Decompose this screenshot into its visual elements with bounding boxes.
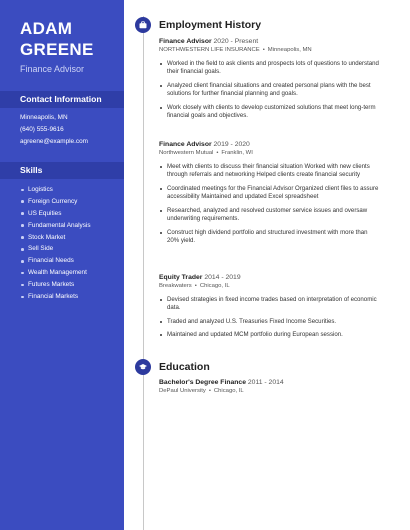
skill-item: Financial Markets	[20, 291, 91, 303]
bullet-item: Traded and analyzed U.S. Treasuries Fixed Income Securities.	[159, 318, 379, 327]
job-role: Equity Trader	[159, 274, 203, 281]
job-location: Franklin, WI	[221, 149, 253, 156]
briefcase-icon	[135, 17, 151, 33]
bullet-item: Meet with clients to discuss their financial situation Worked with new clients through referrals and networking Helped clients create financial security	[159, 163, 379, 180]
job-dates: 2020 - Present	[213, 38, 259, 45]
bullet-item: Maintained and updated MCM portfolio during European session.	[159, 331, 379, 340]
skill-item: Stock Market	[20, 232, 91, 244]
job-role: Finance Advisor	[159, 38, 212, 45]
contact-location: Minneapolis, MN	[20, 114, 68, 121]
job-bullets	[159, 60, 379, 121]
skill-item: Sell Side	[20, 243, 91, 255]
bullet-item: Work closely with clients to develop customized solutions that meet long-term financial goals and objectives.	[159, 104, 379, 121]
separator-dot: •	[208, 387, 211, 394]
job-dates: 2019 - 2020	[213, 141, 250, 148]
skill-item: Fundamental Analysis	[20, 220, 91, 232]
skill-item: Futures Markets	[20, 279, 91, 291]
separator-dot: •	[216, 149, 219, 156]
school-location: Chicago, IL	[213, 387, 244, 394]
job-location: Minneapolis, MN	[267, 46, 312, 53]
job-bullets	[159, 163, 379, 246]
job-role: Finance Advisor	[159, 141, 212, 148]
job-entry	[159, 38, 379, 126]
bullet-item: Devised strategies in fixed income trades based on interpretation of economic data.	[159, 296, 379, 313]
skills-list	[20, 184, 91, 303]
education-entry	[159, 379, 379, 394]
job-company: NORTHWESTERN LIFE INSURANCE	[159, 46, 260, 53]
contact-email: agreene@example.com	[20, 138, 88, 145]
education-dates: 2011 - 2014	[247, 379, 284, 386]
graduation-cap-icon	[135, 359, 151, 375]
skills-heading: Skills	[0, 162, 124, 179]
name-line-1: ADAM	[20, 19, 73, 38]
bullet-item: Coordinated meetings for the Financial Advisor Organized client files to assure accessibility Maintained and updated Excel spreadsheet	[159, 185, 379, 202]
skill-item: US Equities	[20, 208, 91, 220]
degree: Bachelor's Degree Finance	[159, 379, 246, 386]
job-company: Breakwaters	[159, 282, 192, 289]
job-company: Northwestern Mutual	[159, 149, 214, 156]
bullet-item: Construct high dividend portfolio and structured investment with more than 20% yield.	[159, 229, 379, 246]
bullet-item: Worked in the field to ask clients and prospects lots of questions to understand their financial goals.	[159, 60, 379, 77]
sidebar	[0, 0, 124, 530]
job-location: Chicago, IL	[199, 282, 230, 289]
job-title: Finance Advisor	[20, 64, 85, 74]
job-entry	[159, 274, 379, 345]
bullet-item: Analyzed client financial situations and created personal plans with the best solutions for further financial planning and goals.	[159, 82, 379, 99]
job-bullets	[159, 296, 379, 340]
skill-item: Financial Needs	[20, 255, 91, 267]
separator-dot: •	[194, 282, 197, 289]
employment-heading: Employment History	[159, 19, 262, 31]
skill-item: Logistics	[20, 184, 91, 196]
bullet-item: Researched, analyzed and resolved customer service issues and oversaw underwriting requirements.	[159, 207, 379, 224]
candidate-name	[20, 18, 94, 60]
education-heading: Education	[159, 361, 210, 373]
skill-item: Wealth Management	[20, 267, 91, 279]
skill-item: Foreign Currency	[20, 196, 91, 208]
name-line-2: GREENE	[20, 40, 94, 59]
timeline-line	[143, 16, 144, 530]
contact-phone: (640) 555-9616	[20, 126, 64, 133]
contact-heading: Contact Information	[0, 91, 124, 108]
school: DePaul University	[159, 387, 206, 394]
separator-dot: •	[262, 46, 265, 53]
job-entry	[159, 141, 379, 251]
job-dates: 2014 - 2019	[204, 274, 241, 281]
